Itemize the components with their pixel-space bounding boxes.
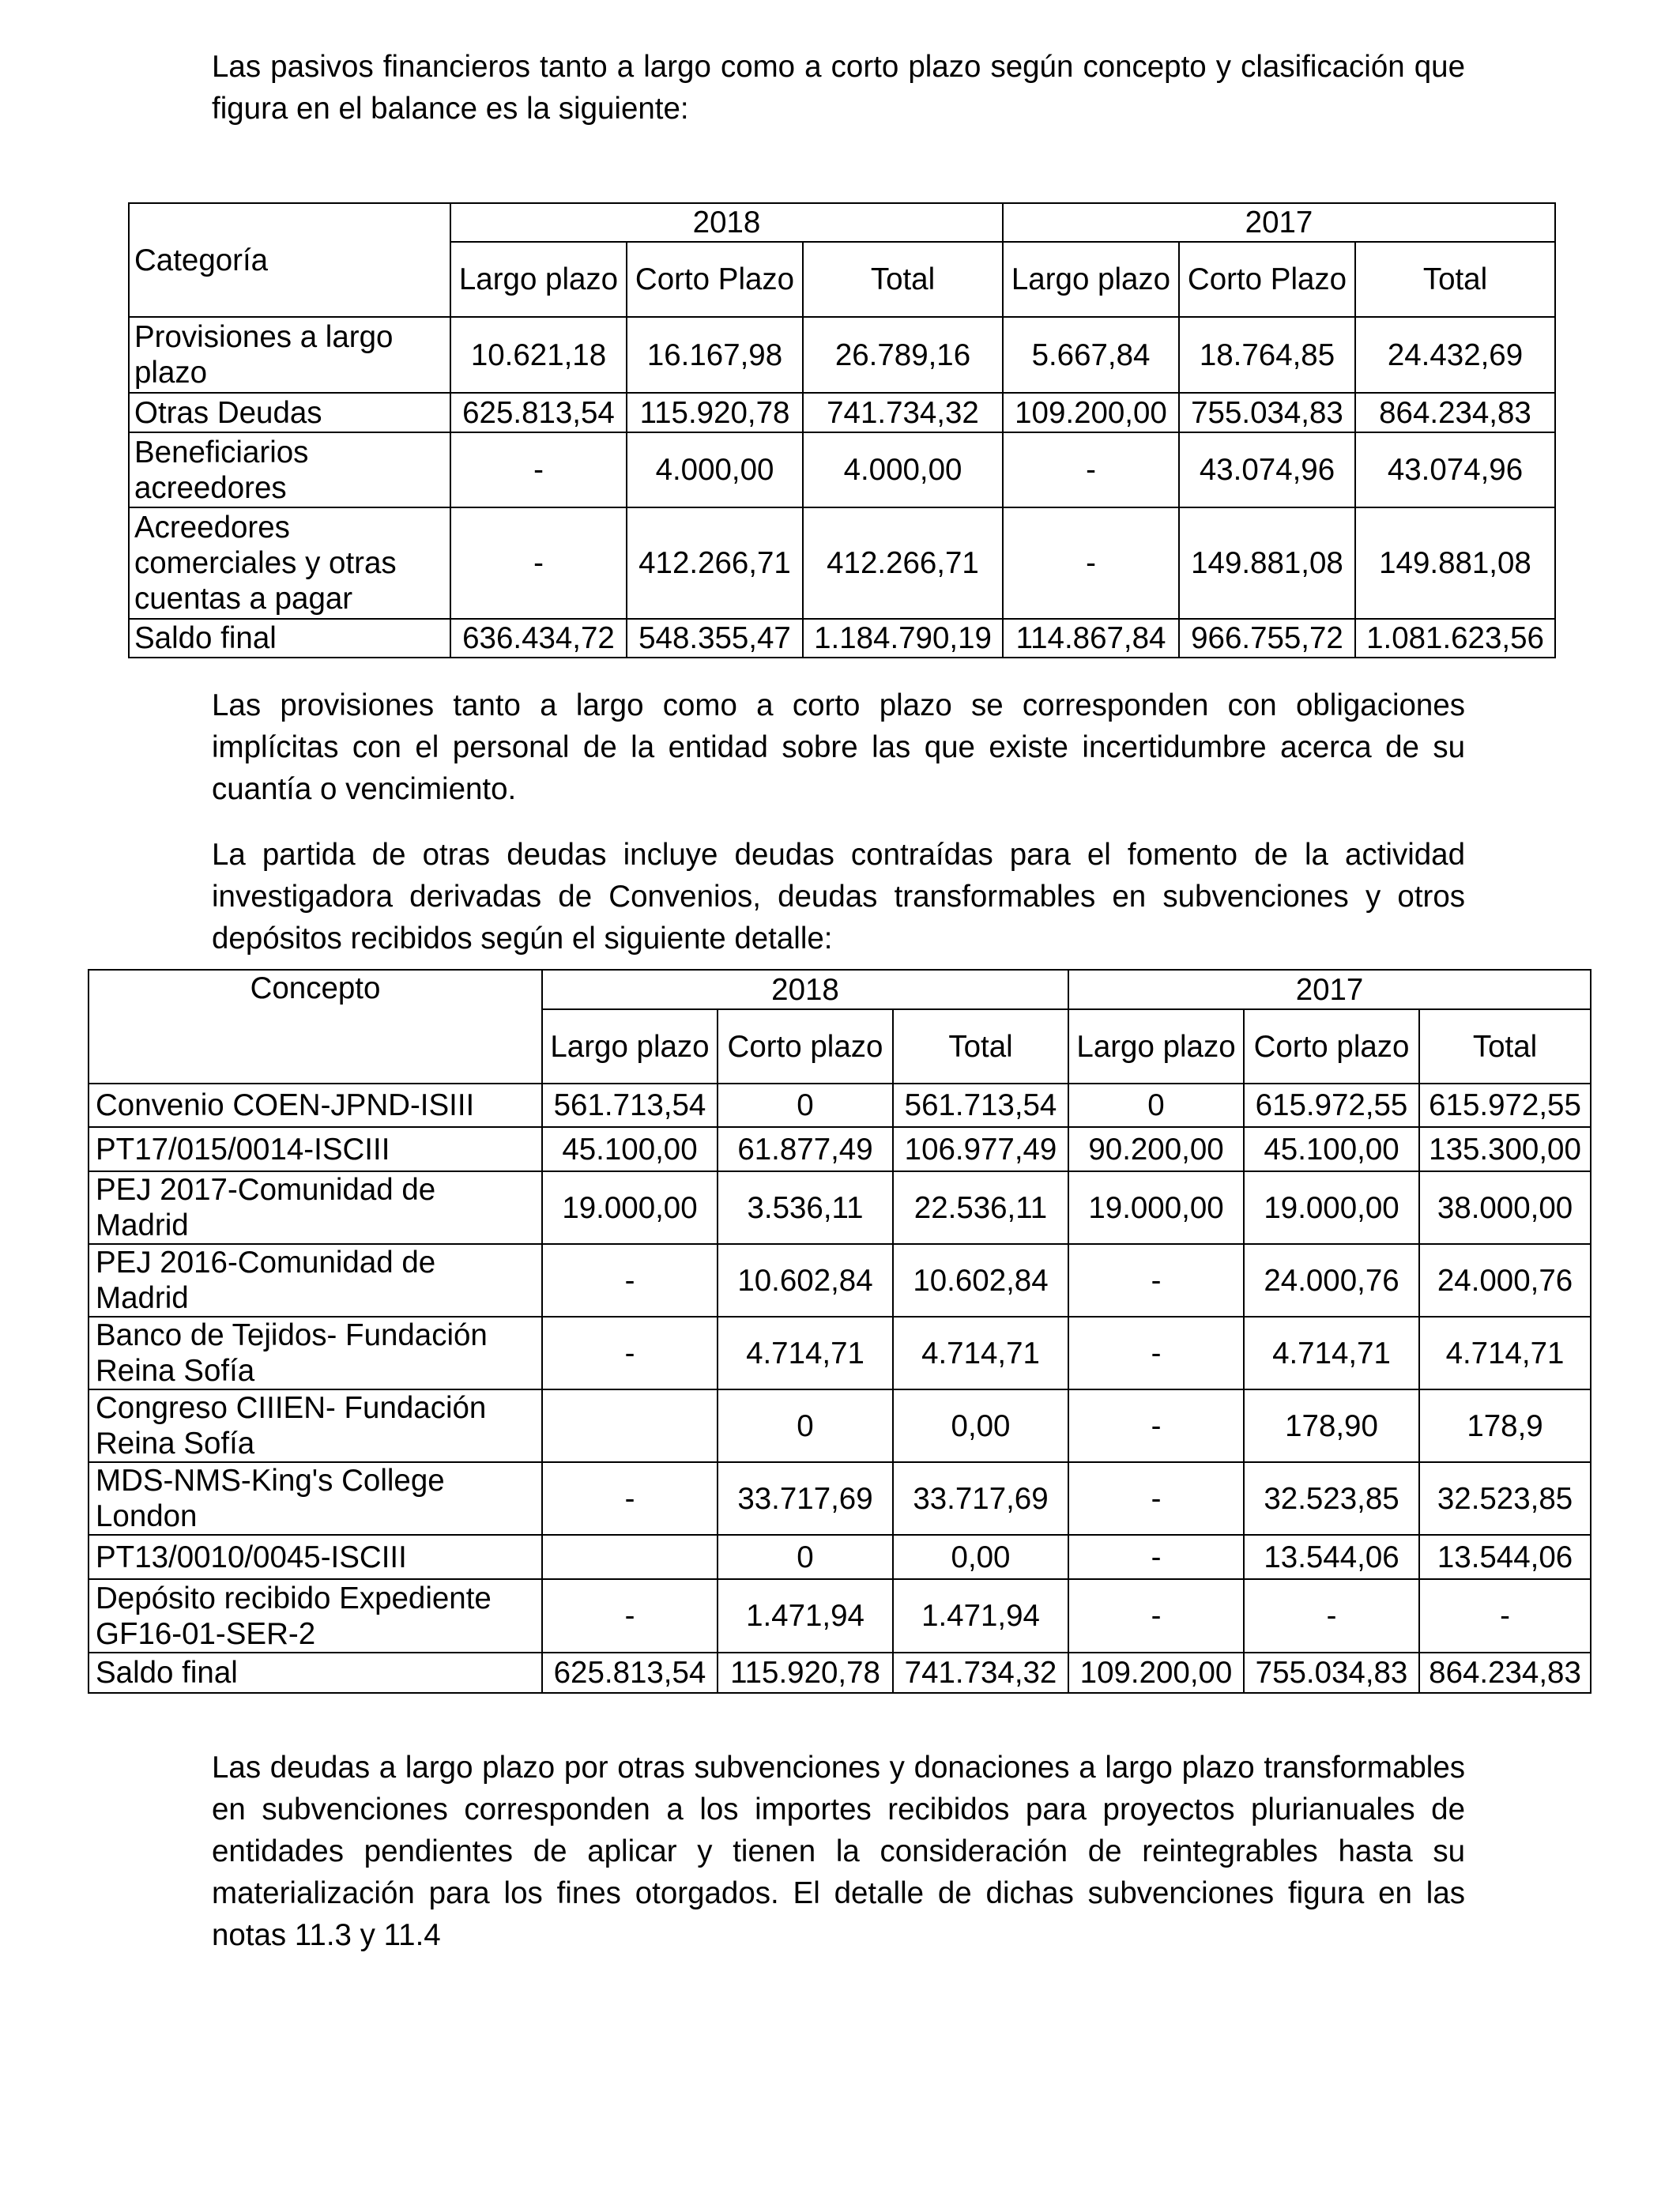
other-debts-paragraph: La partida de otras deudas incluye deudas contraídas para el fomento de la actividad investigadora derivadas de Convenios, deudas transformables en subvenciones y otros depósitos recibidos según el siguiente detalle: xyxy=(212,838,1465,956)
cell-value: 115.920,78 xyxy=(627,393,803,432)
financial-liabilities-table xyxy=(128,202,1556,658)
cell-value: 19.000,00 xyxy=(542,1171,718,1244)
cell-value: 4.000,00 xyxy=(803,432,1003,507)
cell-value: 1.471,94 xyxy=(893,1579,1068,1653)
cell-value: - xyxy=(1068,1535,1244,1579)
header-largo-plazo: Largo plazo xyxy=(1003,242,1179,317)
cell-value: - xyxy=(1068,1462,1244,1535)
header-year-2017: 2017 xyxy=(1068,970,1591,1009)
cell-value: - xyxy=(1068,1579,1244,1653)
header-corto-plazo: Corto Plazo xyxy=(627,242,803,317)
cell-value: - xyxy=(542,1317,718,1389)
cell-value: 0 xyxy=(718,1084,893,1127)
row-label: Otras Deudas xyxy=(129,393,450,432)
header-largo-plazo: Largo plazo xyxy=(450,242,627,317)
table-row xyxy=(89,1535,1591,1579)
cell-value: 864.234,83 xyxy=(1355,393,1555,432)
cell-value: 0,00 xyxy=(893,1535,1068,1579)
row-label: PT17/015/0014-ISCIII xyxy=(89,1127,542,1171)
header-largo-plazo: Largo plazo xyxy=(542,1009,718,1084)
cell-value: 178,90 xyxy=(1244,1389,1419,1462)
cell-value: 412.266,71 xyxy=(627,507,803,619)
table-row xyxy=(89,1084,1591,1127)
cell-value: 741.734,32 xyxy=(803,393,1003,432)
cell-value: - xyxy=(450,507,627,619)
long-term-debts-paragraph: Las deudas a largo plazo por otras subvenciones y donaciones a largo plazo transformables en subvenciones corresponden a los importes recibidos para proyectos plurianuales de entidades pendientes de aplicar y tienen la consideración de reintegrables hasta su materialización para los fines otorgados. El detalle de dichas subvenciones figura en las notas 11.3 y 11.4 xyxy=(212,1751,1465,1952)
cell-value: 43.074,96 xyxy=(1179,432,1355,507)
intro-paragraph: Las pasivos financieros tanto a largo como a corto plazo según concepto y clasificación que figura en el balance es la siguiente: xyxy=(212,50,1465,126)
header-year-2018: 2018 xyxy=(542,970,1068,1009)
header-concept: Concepto xyxy=(89,970,542,1084)
cell-value: - xyxy=(1003,507,1179,619)
table-row xyxy=(89,1127,1591,1171)
cell-value: 115.920,78 xyxy=(718,1653,893,1693)
cell-value: - xyxy=(1244,1579,1419,1653)
cell-value: 548.355,47 xyxy=(627,619,803,658)
cell-value: 755.034,83 xyxy=(1244,1653,1419,1693)
row-label: Saldo final xyxy=(129,619,450,658)
cell-value: 24.000,76 xyxy=(1244,1244,1419,1317)
cell-value: 135.300,00 xyxy=(1419,1127,1591,1171)
row-label: PT13/0010/0045-ISCIII xyxy=(89,1535,542,1579)
cell-value: 625.813,54 xyxy=(450,393,627,432)
table-row xyxy=(89,1244,1591,1317)
cell-value: 109.200,00 xyxy=(1068,1653,1244,1693)
row-label: PEJ 2017-Comunidad de Madrid xyxy=(89,1171,542,1244)
cell-value: - xyxy=(1419,1579,1591,1653)
table-row xyxy=(89,1579,1591,1653)
cell-value: 149.881,08 xyxy=(1179,507,1355,619)
cell-value: 0 xyxy=(718,1389,893,1462)
cell-value: 1.471,94 xyxy=(718,1579,893,1653)
row-label: Provisiones a largo plazo xyxy=(129,317,450,393)
header-largo-plazo: Largo plazo xyxy=(1068,1009,1244,1084)
cell-value: 561.713,54 xyxy=(893,1084,1068,1127)
cell-value: 3.536,11 xyxy=(718,1171,893,1244)
cell-value: 19.000,00 xyxy=(1244,1171,1419,1244)
cell-value: 864.234,83 xyxy=(1419,1653,1591,1693)
cell-value: 615.972,55 xyxy=(1419,1084,1591,1127)
cell-value: - xyxy=(542,1579,718,1653)
cell-value: 90.200,00 xyxy=(1068,1127,1244,1171)
row-label: Beneficiarios acreedores xyxy=(129,432,450,507)
row-label: Saldo final xyxy=(89,1653,542,1693)
cell-value: 38.000,00 xyxy=(1419,1171,1591,1244)
row-label: Congreso CIIIEN- Fundación Reina Sofía xyxy=(89,1389,542,1462)
other-debts-detail-table xyxy=(88,969,1591,1694)
header-year-2018: 2018 xyxy=(450,203,1003,242)
cell-value: 24.432,69 xyxy=(1355,317,1555,393)
cell-value xyxy=(542,1535,718,1579)
header-total: Total xyxy=(893,1009,1068,1084)
cell-value: 4.714,71 xyxy=(1244,1317,1419,1389)
cell-value: 13.544,06 xyxy=(1419,1535,1591,1579)
cell-value: 106.977,49 xyxy=(893,1127,1068,1171)
table-row xyxy=(89,1389,1591,1462)
cell-value: 10.602,84 xyxy=(718,1244,893,1317)
cell-value: 755.034,83 xyxy=(1179,393,1355,432)
cell-value: 32.523,85 xyxy=(1244,1462,1419,1535)
cell-value: 412.266,71 xyxy=(803,507,1003,619)
cell-value: 45.100,00 xyxy=(542,1127,718,1171)
cell-value: 4.714,71 xyxy=(1419,1317,1591,1389)
cell-value: - xyxy=(1003,432,1179,507)
table-row-total xyxy=(89,1653,1591,1693)
cell-value: 4.000,00 xyxy=(627,432,803,507)
cell-value: 636.434,72 xyxy=(450,619,627,658)
cell-value: 45.100,00 xyxy=(1244,1127,1419,1171)
cell-value: 19.000,00 xyxy=(1068,1171,1244,1244)
cell-value: 0 xyxy=(1068,1084,1244,1127)
cell-value: 0 xyxy=(718,1535,893,1579)
cell-value: - xyxy=(1068,1244,1244,1317)
cell-value: - xyxy=(542,1244,718,1317)
table-row xyxy=(89,1171,1591,1244)
cell-value: - xyxy=(1068,1389,1244,1462)
cell-value xyxy=(542,1389,718,1462)
row-label: Banco de Tejidos- Fundación Reina Sofía xyxy=(89,1317,542,1389)
header-year-2017: 2017 xyxy=(1003,203,1555,242)
table-row xyxy=(129,432,1555,507)
cell-value: 4.714,71 xyxy=(718,1317,893,1389)
cell-value: 1.081.623,56 xyxy=(1355,619,1555,658)
cell-value: 33.717,69 xyxy=(718,1462,893,1535)
cell-value: 18.764,85 xyxy=(1179,317,1355,393)
cell-value: 1.184.790,19 xyxy=(803,619,1003,658)
header-total: Total xyxy=(1419,1009,1591,1084)
cell-value: 625.813,54 xyxy=(542,1653,718,1693)
cell-value: 33.717,69 xyxy=(893,1462,1068,1535)
table-row xyxy=(129,507,1555,619)
cell-value: 5.667,84 xyxy=(1003,317,1179,393)
cell-value: 178,9 xyxy=(1419,1389,1591,1462)
cell-value: - xyxy=(542,1462,718,1535)
table-row xyxy=(129,317,1555,393)
cell-value: 4.714,71 xyxy=(893,1317,1068,1389)
table-row-total xyxy=(129,619,1555,658)
cell-value: 22.536,11 xyxy=(893,1171,1068,1244)
header-total: Total xyxy=(1355,242,1555,317)
cell-value: 10.602,84 xyxy=(893,1244,1068,1317)
table-row xyxy=(89,1462,1591,1535)
row-label: Convenio COEN-JPND-ISIII xyxy=(89,1084,542,1127)
header-corto-plazo: Corto plazo xyxy=(1244,1009,1419,1084)
row-label: Depósito recibido Expediente GF16-01-SER-2 xyxy=(89,1579,542,1653)
header-corto-plazo: Corto plazo xyxy=(718,1009,893,1084)
row-label: MDS-NMS-King's College London xyxy=(89,1462,542,1535)
cell-value: 61.877,49 xyxy=(718,1127,893,1171)
provisions-paragraph: Las provisiones tanto a largo como a corto plazo se corresponden con obligaciones implícitas con el personal de la entidad sobre las que existe incertidumbre acerca de su cuantía o vencimiento. xyxy=(212,688,1465,806)
cell-value: 615.972,55 xyxy=(1244,1084,1419,1127)
cell-value: 561.713,54 xyxy=(542,1084,718,1127)
cell-value: - xyxy=(1068,1317,1244,1389)
cell-value: - xyxy=(450,432,627,507)
cell-value: 114.867,84 xyxy=(1003,619,1179,658)
cell-value: 0,00 xyxy=(893,1389,1068,1462)
cell-value: 16.167,98 xyxy=(627,317,803,393)
cell-value: 43.074,96 xyxy=(1355,432,1555,507)
cell-value: 149.881,08 xyxy=(1355,507,1555,619)
row-label: Acreedores comerciales y otras cuentas a pagar xyxy=(129,507,450,619)
cell-value: 966.755,72 xyxy=(1179,619,1355,658)
row-label: PEJ 2016-Comunidad de Madrid xyxy=(89,1244,542,1317)
cell-value: 13.544,06 xyxy=(1244,1535,1419,1579)
cell-value: 10.621,18 xyxy=(450,317,627,393)
cell-value: 109.200,00 xyxy=(1003,393,1179,432)
cell-value: 32.523,85 xyxy=(1419,1462,1591,1535)
cell-value: 24.000,76 xyxy=(1419,1244,1591,1317)
cell-value: 741.734,32 xyxy=(893,1653,1068,1693)
header-total: Total xyxy=(803,242,1003,317)
table-row xyxy=(129,393,1555,432)
header-category: Categoría xyxy=(129,203,450,317)
table-row xyxy=(89,1317,1591,1389)
cell-value: 26.789,16 xyxy=(803,317,1003,393)
header-corto-plazo: Corto Plazo xyxy=(1179,242,1355,317)
